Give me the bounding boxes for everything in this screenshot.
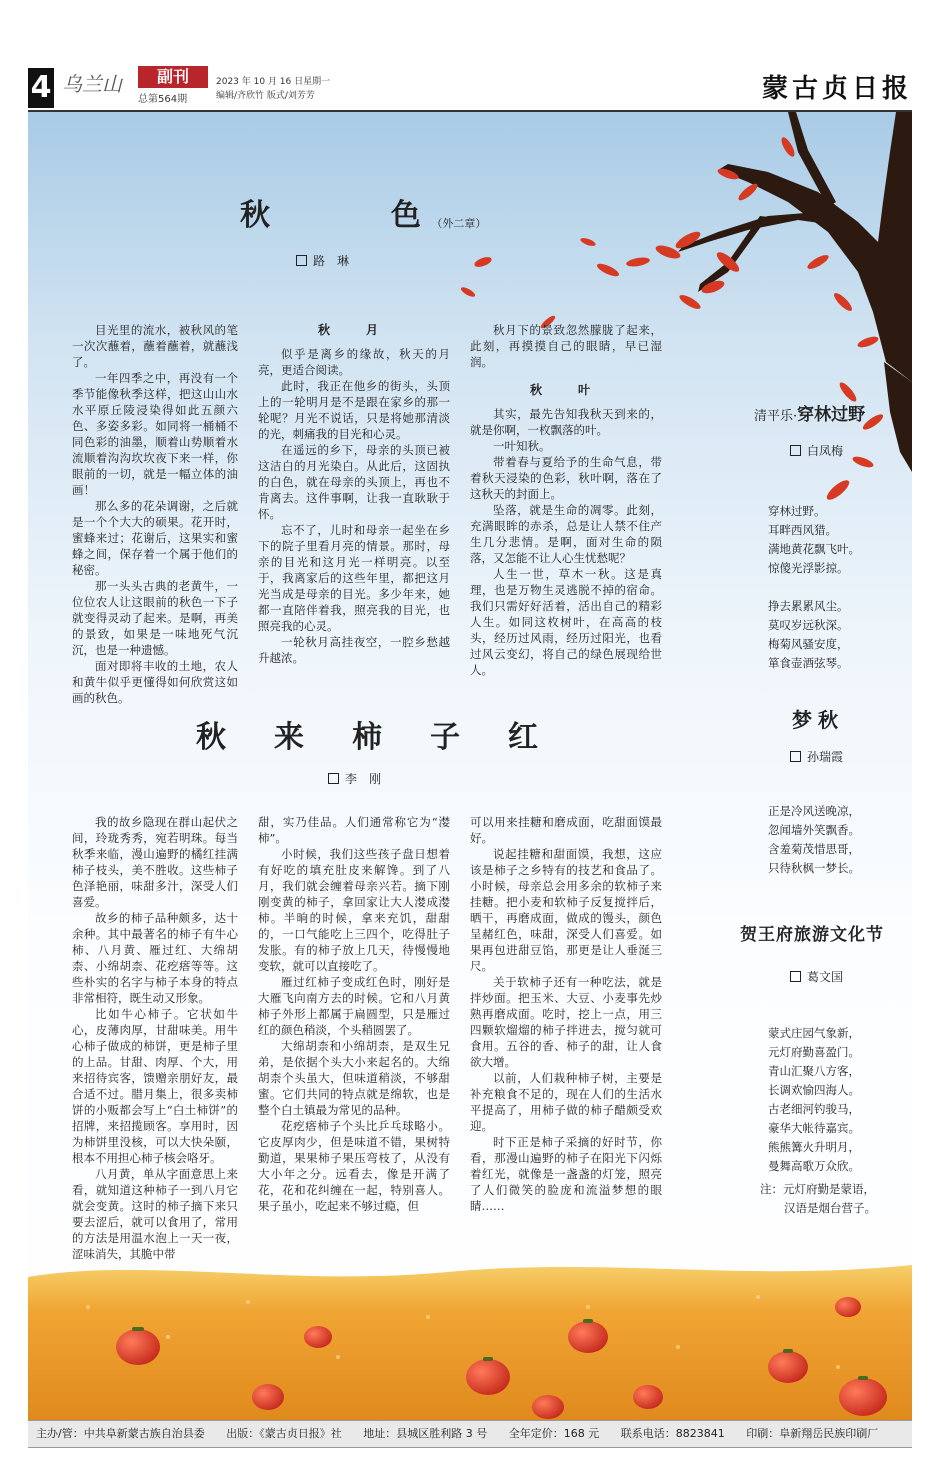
poem1-author: 白凤梅 bbox=[807, 444, 844, 458]
article1-title bbox=[240, 190, 486, 234]
poem1-title-prefix: 清平乐· bbox=[754, 409, 798, 424]
paragraph: 忘不了，儿时和母亲一起坐在乡下的院子里看月亮的情景。那时，母亲的目光和这月光一样明亮。以至于，我离家后的这些年里，都把这月光当成是母亲的目光。多少年来，她都一直陪伴着我，照亮我的目光，也照亮我的心灵。 bbox=[258, 523, 450, 633]
page-number: 4 bbox=[28, 68, 54, 108]
paragraph: 人生一世，草木一秋。这是真理，也是万物生灵逃脱不掉的宿命。我们只需好好活着，活出自己的精彩人生。如同这枚树叶，在高高的枝头，经历过风雨，经历过阳光，也看过风云变幻，将自己的绿色展现给世人。 bbox=[470, 567, 662, 677]
paragraph: 比如牛心柿子。它状如牛心，皮薄肉厚，甘甜味美。用牛心柿子做成的柿饼，更是柿子里的上品。甘甜、肉厚、个大，用来招待宾客，馈赠亲朋好友，最合适不过。腊月集上，很多卖柿饼的小贩都会写上“白土柿饼”的招牌，来招揽顾客。享用时，因为柿饼里没核，可以大快朵颐，根本不用担心柿子核会咯牙。 bbox=[72, 1007, 238, 1165]
paragraph: 一叶知秋。 bbox=[493, 439, 551, 453]
paragraph: 似乎是离乡的缘故，秋天的月亮，更适合阅读。 bbox=[258, 347, 450, 377]
article2-title-char: 柿 bbox=[352, 720, 382, 755]
article2-title-char: 子 bbox=[430, 720, 460, 755]
paragraph: 在遥远的乡下，母亲的头顶已被这洁白的月光染白。从此后，这固执的白色，就在母亲的头顶上，再也不肯离去。这件事啊，让我一直耿耿于怀。 bbox=[258, 443, 450, 521]
footer-sponsor: 主办/管：中共阜新蒙古族自治县委 bbox=[36, 1427, 205, 1440]
article2-title bbox=[196, 712, 538, 756]
article1-author: 路 琳 bbox=[313, 254, 350, 268]
paragraph: 故乡的柿子品种颇多，达十余种。其中最著名的柿子有牛心柿、八月黄、雁过红、大绵胡柰、小绵胡柰、花疙瘩等等。这些朴实的名字与柿子本身的特点非常相符，既生动又形象。 bbox=[72, 911, 238, 1005]
poem-line: 长调欢愉四海人。 bbox=[768, 1083, 860, 1097]
poem-line: 穿林过野。 bbox=[768, 504, 826, 518]
article1-title-note: （外二章） bbox=[431, 217, 487, 230]
poem-line: 满地黄花飘飞叶。 bbox=[768, 542, 860, 556]
section-tag: 副刊 bbox=[138, 66, 208, 88]
article1-byline bbox=[296, 252, 349, 269]
poem-line: 梅菊风骚安度， bbox=[768, 637, 849, 651]
byline-box-icon bbox=[790, 971, 801, 982]
poem-line: 惊傻光浮影掠。 bbox=[768, 561, 849, 575]
poem-line: 耳畔西风猎。 bbox=[768, 523, 837, 537]
paragraph: 一轮秋月高挂夜空，一腔乡愁越升越浓。 bbox=[258, 635, 450, 665]
poem-note-line: 汉语是烟台营子。 bbox=[784, 1201, 876, 1215]
imprint-footer bbox=[28, 1420, 912, 1448]
poem2-body bbox=[768, 802, 860, 878]
footer-address: 地址：县城区胜利路 3 号 bbox=[363, 1427, 488, 1440]
poem-line: 蒙式庄园气象新， bbox=[768, 1026, 860, 1040]
poem-line: 古老细河钓骏马， bbox=[768, 1102, 860, 1116]
poem3-title: 贺王府旅游文化节 bbox=[740, 925, 884, 945]
poem-line: 元灯府勤喜盈门。 bbox=[768, 1045, 860, 1059]
poem1-body bbox=[768, 502, 860, 673]
poem-line: 莫叹岁远秋深。 bbox=[768, 618, 849, 632]
paragraph: 面对即将丰收的土地，农人和黄牛似乎更懂得如何欣赏这如画的秋色。 bbox=[72, 659, 238, 705]
article1-column-2 bbox=[258, 322, 450, 666]
poem-note-line: 注：元灯府勤是蒙语， bbox=[760, 1182, 875, 1196]
poem3-byline bbox=[790, 968, 843, 985]
footer-printer: 印刷：阜新翔岳民族印刷厂 bbox=[746, 1427, 879, 1440]
footer-price: 全年定价：168 元 bbox=[508, 1427, 600, 1440]
poem1-title-main: 穿林过野 bbox=[797, 405, 866, 425]
poem-line: 含羞菊茂惜思哥， bbox=[768, 842, 860, 856]
byline-box-icon bbox=[296, 255, 307, 266]
paragraph: 带着春与夏给予的生命气息，带着秋天浸染的色彩，秋叶啊，落在了这秋天的封面上。 bbox=[470, 455, 662, 501]
poem3-body bbox=[768, 1024, 860, 1176]
paragraph: 坠落，就是生命的凋零。此刻，充满眼眸的赤杀，总是让人禁不住产生几分悲情。是啊，面对生命的陨落，又怎能不让人心生忧愁呢？ bbox=[470, 503, 662, 565]
article2-title-char: 红 bbox=[508, 720, 538, 755]
paragraph: 大绵胡柰和小绵胡柰，是双生兄弟，是依据个头大小来起名的。大绵胡柰个头虽大，但味道稍淡，不够甜蜜。它们共同的特点就是绵软，也是整个白土镇最为常见的品种。 bbox=[258, 1039, 450, 1117]
content-panel bbox=[28, 112, 912, 1420]
paragraph: 时下正是柿子采摘的好时节，你看，那漫山遍野的柿子在阳光下闪烁着红光，就像是一盏盏的灯笼，照亮了人们微笑的脸庞和流溢梦想的眼睛…… bbox=[470, 1135, 662, 1213]
poem-line: 挣去累累风尘。 bbox=[768, 599, 849, 613]
paragraph: 秋月下的景致忽然朦胧了起来，此刻，再摸摸自己的眼睛，早已湿润。 bbox=[470, 323, 662, 369]
byline-box-icon bbox=[790, 751, 801, 762]
article2-byline bbox=[328, 770, 381, 787]
paragraph: 我的故乡隐现在群山起伏之间，玲珑秀秀，宛若明珠。每当秋季来临，漫山遍野的橘红挂满柿子枝头，美不胜收。这些柿子色泽艳丽，味甜多汁，深受人们喜爱。 bbox=[72, 815, 238, 909]
paragraph: 小时候，我们这些孩子盘日想着有好吃的填充肚皮来解馋。到了八月，我们就会缠着母亲兴若。摘下刚刚变黄的柿子，拿回家让大人漤成漤柿。半晌的时候，拿来充饥，甜甜的，一口气能吃上三四个，吃得肚子发胀。有的柿子放上几天，待慢慢地变软，就可以直接吃了。 bbox=[258, 847, 450, 973]
paragraph: 一年四季之中，再没有一个季节能像秋季这样，把这山山水水平原丘陵浸染得如此五颜六色、多姿多彩。如同将一桶桶不同色彩的油墨，顺着山势顺着水流顺着沟沟坎坎夜下来一样，你眼前的一切，就是一幅立体的油画！ bbox=[72, 371, 238, 497]
stanza-break bbox=[768, 578, 860, 597]
footer-publisher: 出版：《蒙古贞日报》社 bbox=[226, 1427, 342, 1440]
paragraph: 关于软柿子还有一种吃法，就是拌炒面。把玉米、大豆、小麦事先炒熟再磨成面。吃时，挖上一点，用三四颗软熘熘的柿子拌进去，搅匀就可食用。五谷的香、柿子的甜，让人食欲大增。 bbox=[470, 975, 662, 1069]
poem1-byline bbox=[790, 442, 843, 459]
article2-author: 李 刚 bbox=[345, 772, 382, 786]
paragraph: 八月黄，单从字面意思上来看，就知道这种柿子一到八月它就会变黄。这时的柿子摘下来只要去涩后，就可以食用了，常用的方法是用温水泡上一天一夜，涩味消失，其脆中带 bbox=[72, 1167, 238, 1261]
editor-line: 编辑/齐欣竹 版式/刘芳芳 bbox=[216, 91, 315, 101]
paragraph: 其实，最先告知我秋天到来的，就是你啊，一枚飘落的叶。 bbox=[470, 407, 662, 437]
article2-column-2 bbox=[258, 814, 450, 1214]
paragraph: 说起挂糖和甜面馍，我想，这应该是柿子之乡特有的技艺和食品了。小时候，母亲总会用多余的软柿子来挂糖。把小麦和软柿子反复搅拌后，晒干，再磨成面，做成的馒头，颜色呈赭红色，味甜，深受人们喜爱。如果再包进甜豆馅，那更是让人垂涎三尺。 bbox=[470, 847, 662, 973]
paragraph: 雁过红柿子变成红色时，刚好是大雁飞向南方去的时候。它和八月黄柿子外形上都属于扁圆型，只是雁过红的颜色稍淡，个头稍圆罢了。 bbox=[258, 975, 450, 1037]
poem-line: 青山汇聚八方客， bbox=[768, 1064, 860, 1078]
poem-line: 只待秋枫一梦长。 bbox=[768, 861, 860, 875]
column-logo: 乌兰山 bbox=[62, 72, 122, 96]
byline-box-icon bbox=[328, 773, 339, 784]
article1-title-char: 秋 bbox=[240, 198, 270, 233]
poem3-author: 葛文国 bbox=[807, 970, 844, 984]
poem3-note bbox=[760, 1180, 876, 1218]
poem2-author: 孙瑞霞 bbox=[807, 750, 844, 764]
poem-line: 曼舞高歌万众欣。 bbox=[768, 1159, 860, 1173]
poem-line: 正是冷风送晚凉， bbox=[768, 804, 860, 818]
persimmon-field-illustration bbox=[28, 1247, 912, 1420]
paragraph: 甜，实乃佳品。人们通常称它为“漤柿”。 bbox=[258, 815, 450, 845]
article2-title-char: 来 bbox=[274, 720, 304, 755]
poem-line: 豪华大帐待嘉宾。 bbox=[768, 1121, 860, 1135]
paragraph: 可以用来挂糖和磨成面，吃甜面馍最好。 bbox=[470, 815, 662, 845]
poem-line: 忽闻墙外笑飘香。 bbox=[768, 823, 860, 837]
article2-title-char: 秋 bbox=[196, 720, 226, 755]
article1-column-3 bbox=[470, 322, 662, 678]
paragraph: 此时，我正在他乡的街头，头顶上的一轮明月是不是跟在家乡的那一轮呢？月光不说话，只是将她那清淡的光，刺痛我的目光和心灵。 bbox=[258, 379, 450, 441]
paragraph: 那么多的花朵调谢，之后就是一个个大大的硕果。花开时，蜜蜂来过；花谢后，这果实和蜜蜂之间，保存着一个属于他们的秘密。 bbox=[72, 499, 238, 577]
article1-title-char: 色 bbox=[390, 198, 421, 233]
paragraph: 那一头头古典的老黄牛，一位位农人让这眼前的秋色一下子就变得灵动了起来。是啊，再美的景致，如果是一味地死气沉沉，也是一种遗憾。 bbox=[72, 579, 238, 657]
paragraph: 以前，人们栽种柿子树，主要是补充粮食不足的，现在人们的生活水平提高了，用柿子做的柿子醋颇受欢迎。 bbox=[470, 1071, 662, 1133]
article1-column-1 bbox=[72, 322, 238, 706]
poem1-title bbox=[754, 400, 865, 425]
masthead bbox=[28, 62, 912, 108]
poem-line: 熊熊篝火升明月， bbox=[768, 1140, 860, 1154]
paragraph: 目光里的流水，被秋风的笔一次次蘸着，蘸着蘸着，就蘸浅了。 bbox=[72, 323, 238, 369]
date-line: 2023 年 10 月 16 日星期一 bbox=[216, 77, 331, 87]
subheading-autumn-moon: 秋 月 bbox=[317, 323, 390, 337]
byline-box-icon bbox=[790, 445, 801, 456]
issue-number: 总第564期 bbox=[138, 94, 188, 105]
poem2-title: 梦秋 bbox=[792, 708, 844, 732]
article2-column-3 bbox=[470, 814, 662, 1214]
paragraph: 花疙瘩柿子个头比乒乓球略小。它皮厚肉少，但是味道不错，果树特勤道，果果柿子果压弯枝了，从没有大小年之分。远看去，像是开满了花，花和花纠缠在一起，特别喜人。果子虽小，吃起来不够过瘾，但 bbox=[258, 1119, 450, 1213]
footer-phone: 联系电话：8823841 bbox=[620, 1427, 725, 1440]
subheading-autumn-leaf: 秋 叶 bbox=[529, 383, 602, 397]
newspaper-name: 蒙古贞日报 bbox=[761, 74, 912, 104]
poem2-byline bbox=[790, 748, 843, 765]
article2-column-1 bbox=[72, 814, 238, 1262]
poem-line: 箪食壶酒弦琴。 bbox=[768, 656, 849, 670]
